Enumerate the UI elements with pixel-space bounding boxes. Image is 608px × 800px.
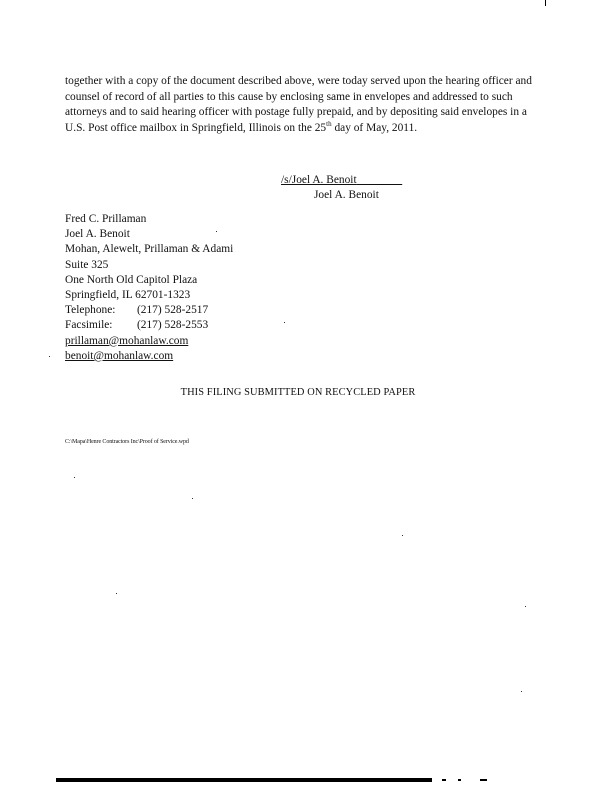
paragraph-text-end: day of May, 2011.	[331, 121, 418, 134]
recycled-paper-notice: THIS FILING SUBMITTED ON RECYCLED PAPER	[180, 387, 416, 398]
document-file-path: C:\Mapa\Henre Contractors Inc\Proof of Service.wpd	[65, 439, 189, 445]
email-link[interactable]: benoit@mohanlaw.com	[65, 349, 174, 362]
scan-speck	[74, 477, 75, 478]
email-link[interactable]: prillaman@mohanlaw.com	[65, 334, 189, 347]
telephone-number: (217) 528-2517	[137, 304, 209, 317]
signer-name: Joel A. Benoit	[314, 189, 379, 201]
scan-speck	[284, 322, 285, 323]
scan-footer-dash	[458, 779, 461, 781]
scan-mark	[545, 0, 546, 6]
attorney-name: Fred C. Prillaman	[65, 213, 147, 225]
counsel-address-block	[65, 212, 233, 364]
scan-footer-dash	[480, 779, 487, 781]
signature-underline-tail: _ _	[356, 174, 403, 186]
telephone-line	[65, 303, 233, 318]
scan-speck	[402, 535, 403, 536]
firm-name: Mohan, Alewelt, Prillaman & Adami	[65, 243, 234, 256]
scan-speck	[216, 231, 217, 232]
scan-speck	[192, 498, 193, 499]
attorney-name: Joel A. Benoit	[65, 228, 130, 241]
street-address: One North Old Capitol Plaza	[65, 273, 198, 286]
scan-speck	[49, 356, 50, 357]
ordinal-superscript: th	[326, 119, 332, 128]
city-state-zip: Springfield, IL 62701-1323	[65, 289, 191, 302]
telephone-label: Telephone:	[65, 304, 116, 317]
suite: Suite 325	[65, 258, 109, 271]
signature-text: /s/Joel A. Benoit	[281, 174, 357, 186]
scan-footer-bar	[56, 778, 432, 782]
facsimile-label: Facsimile:	[65, 319, 113, 332]
signature-line	[281, 173, 431, 188]
facsimile-line	[65, 318, 233, 333]
service-paragraph	[65, 74, 545, 136]
signature-block	[281, 173, 431, 203]
facsimile-number: (217) 528-2553	[137, 319, 209, 332]
scan-speck	[521, 691, 522, 692]
scan-footer-dash	[442, 779, 446, 781]
scan-speck	[525, 606, 526, 607]
scan-speck	[116, 593, 117, 594]
paragraph-text: together with a copy of the document described above, were today served upon the hearing officer and counsel of record of all parties to this cause by enclosing same in envelopes and addressed to such attorneys and to said hearing officer with postage fully prepaid, and by depositing said envelopes in a U.S. Post office mailbox in Springfield, Illinois on the 25	[65, 75, 532, 134]
